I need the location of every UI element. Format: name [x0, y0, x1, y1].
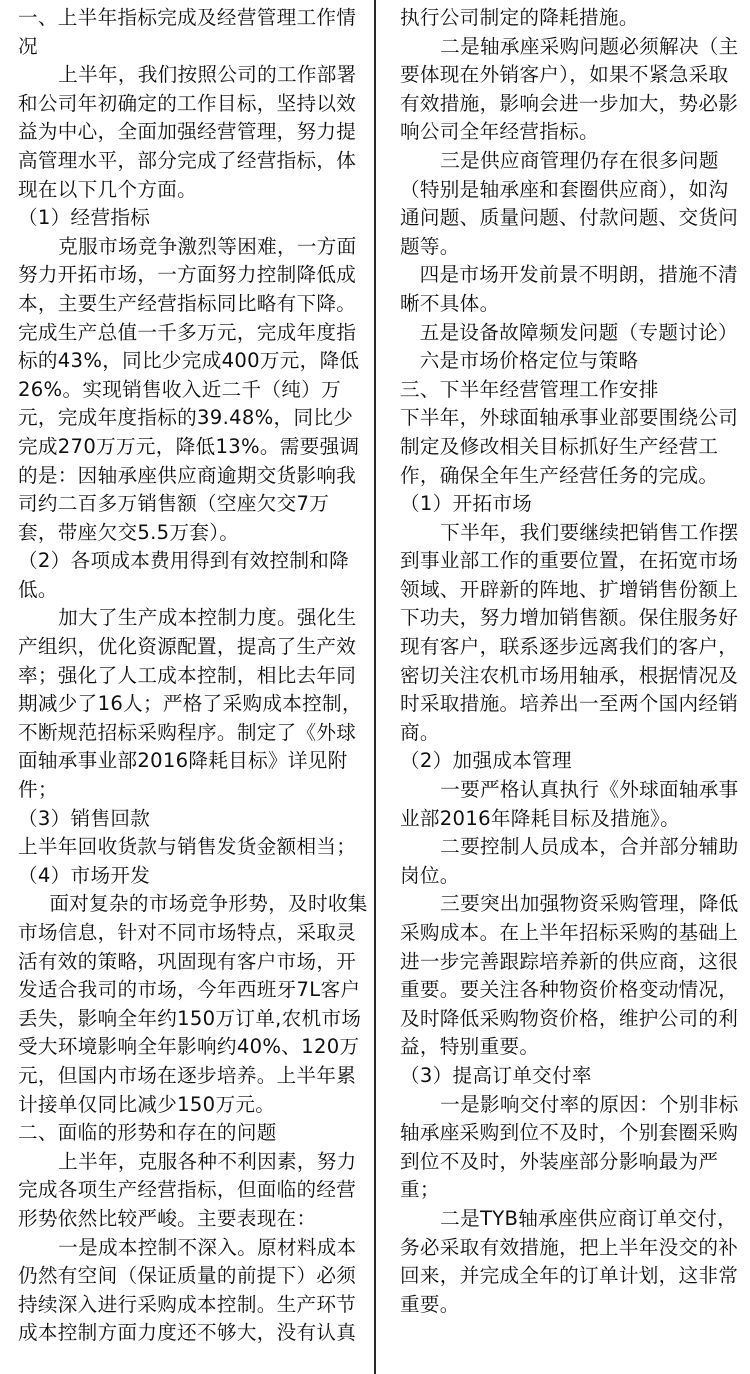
- right-column: [400, 4, 746, 1319]
- section-heading-2: 二、面临的形势和存在的问题: [18, 1121, 277, 1145]
- subheading-order-delivery: （3）提高订单交付率: [400, 1063, 592, 1087]
- section-3-intro: 下半年，外球面轴承事业部要围绕公司制定及修改相关目标抓好生产经营工作，确保全年生产经营任务的完成。: [400, 406, 739, 487]
- paragraph-cost-management-3: 三要突出加强物资采购管理，降低采购成本。在上半年招标采购的基础上进一步完善跟踪培养新的供应商，这很重要。要关注各种物资价格变动情况，及时降低采购物资价格，维护公司的利益，特别重要。: [400, 892, 739, 1059]
- paragraph-business-indicators: 克服市场竞争激烈等困难，一方面努力开拓市场，一方面努力控制降低成本，主要生产经营指标同比略有下降。完成生产总值一千多万元，完成年度指标的43%，同比少完成400万元，降低26%。实现销售收入近二千（纯）万元，完成年度指标的39.48%，同比少完成270万万元，降低13%。需要强调的是：因轴承座供应商逾期交货影响我司约二百多万销售额（空座欠交7万套，带座欠交5.5万套）。: [18, 234, 360, 544]
- paragraph-cost-management-2: 二要控制人员成本，合并部分辅助岗位。: [400, 835, 739, 887]
- subheading-market-development: （4）市场开发: [18, 863, 151, 887]
- paragraph-sales-collection: 上半年回收货款与销售发货金额相当；: [18, 835, 357, 859]
- paragraph-issue-3: 三是供应商管理仍存在很多问题（特别是轴承座和套圈供应商），如沟通问题、质量问题、付款问题、交货问题等。: [400, 148, 739, 258]
- paragraph-issue-1-continued: 执行公司制定的降耗措施。: [400, 6, 639, 29]
- paragraph-order-delivery-2: 二是TYB轴承座供应商订单交付，务必采取有效措施，把上半年没交的补回来，并完成全年的订单计划，这非常重要。: [400, 1206, 739, 1316]
- paragraph-issue-2: 二是轴承座采购问题必须解决（主要体现在外销客户），如果不紧急采取有效措施，影响会进一步加大，势必影响公司全年经营指标。: [400, 34, 739, 144]
- subheading-expand-market: （1）开拓市场: [400, 492, 533, 516]
- paragraph-issue-1: 一是成本控制不深入。原材料成本仍然有空间（保证质量的前提下）必须持续深入进行采购成本控制。生产环节成本控制方面力度还不够大，没有认真: [18, 1235, 357, 1345]
- left-column: [18, 4, 368, 1348]
- section-heading-3: 三、下半年经营管理工作安排: [400, 377, 659, 401]
- subheading-cost-control: （2）各项成本费用得到有效控制和降低。: [18, 549, 350, 601]
- paragraph-market-development: 面对复杂的市场竞争形势，及时收集市场信息，针对不同市场特点，采取灵活有效的策略，巩固现有客户市场，开发适合我司的市场，今年西班牙7L客户丢失，影响全年约150万订单,农机市场受大环境影响全年影响约40%、120万元，但国内市场在逐步培养。上半年累计接单仅同比减少150万元。: [18, 892, 368, 1116]
- paragraph-cost-management-1: 一要严格认真执行《外球面轴承事业部2016年降耗目标及措施》。: [400, 778, 739, 830]
- section-2-intro: 上半年，克服各种不利因素，努力完成各项生产经营指标，但面临的经营形势依然比较严峻。主要表现在：: [18, 1149, 357, 1230]
- column-divider: [374, 0, 376, 1374]
- paragraph-cost-control: 加大了生产成本控制力度。强化生产组织，优化资源配置，提高了生产效率；强化了人工成本控制，相比去年同期减少了16人；严格了采购成本控制，不断规范招标采购程序。制定了《外球面轴承事业部2016降耗目标》详见附件；: [18, 606, 362, 802]
- paragraph-issue-5: 五是设备故障频发问题（专题讨论）: [419, 320, 738, 344]
- section-1-intro: 上半年，我们按照公司的工作部署和公司年初确定的工作目标，坚持以效益为中心，全面加强经营管理，努力提高管理水平，部分完成了经营指标，体现在以下几个方面。: [18, 63, 357, 201]
- section-heading-1: 一、上半年指标完成及经营管理工作情况: [18, 6, 357, 58]
- paragraph-issue-6: 六是市场价格定位与策略: [419, 349, 639, 373]
- subheading-sales-collection: （3）销售回款: [18, 806, 151, 830]
- paragraph-order-delivery-1: 一是影响交付率的原因：个别非标轴承座采购到位不及时，个别套圈采购到位不及时，外装座部分影响最为严重；: [400, 1092, 739, 1202]
- subheading-cost-management: （2）加强成本管理: [400, 749, 572, 773]
- paragraph-expand-market: 下半年，我们要继续把销售工作摆到事业部工作的重要位置，在拓宽市场领域、开辟新的阵地、扩增销售份额上下功夫，努力增加销售额。保住服务好现有客户，联系逐步远离我们的客户，密切关注农机市场用轴承，根据情况及时采取措施。培养出一至两个国内经销商。: [400, 520, 739, 744]
- paragraph-issue-4: 四是市场开发前景不明朗，措施不清晰不具体。: [400, 263, 738, 315]
- subheading-business-indicators: （1）经营指标: [18, 206, 151, 230]
